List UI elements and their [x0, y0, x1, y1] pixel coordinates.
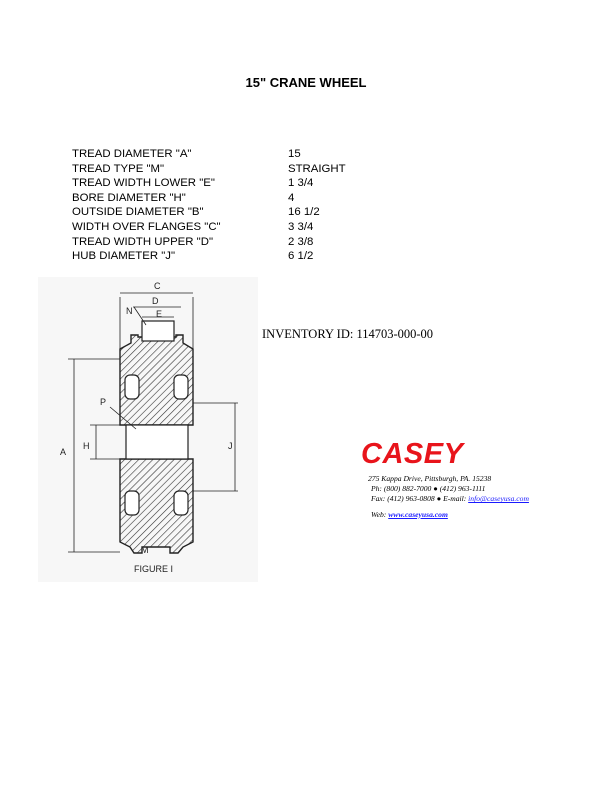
- label-p: P: [100, 397, 107, 407]
- label-j: J: [228, 441, 233, 451]
- email-link[interactable]: info@caseyusa.com: [468, 494, 529, 504]
- spec-value: 2 3/8: [288, 235, 314, 248]
- inventory-id: INVENTORY ID: 114703-000-00: [262, 327, 434, 341]
- label-c: C: [154, 281, 161, 291]
- page-title: 15" CRANE WHEEL: [245, 75, 367, 90]
- spec-label: BORE DIAMETER "H": [72, 191, 186, 204]
- spec-row: [72, 191, 346, 206]
- fax-email-line: [366, 494, 529, 504]
- spec-label: TREAD TYPE "M": [72, 162, 165, 175]
- web-line: [366, 510, 529, 520]
- spec-label: TREAD WIDTH LOWER "E": [72, 177, 215, 190]
- wheel-cross-section-figure: [38, 277, 258, 582]
- spec-row: [72, 220, 346, 235]
- spec-value: 1 3/4: [288, 177, 314, 190]
- label-e: E: [156, 309, 163, 319]
- spec-row: [72, 162, 346, 177]
- spec-row: [72, 235, 346, 250]
- spec-value: 4: [288, 191, 295, 204]
- spec-row: [72, 147, 346, 162]
- figure-caption: FIGURE I: [134, 564, 174, 574]
- spec-row: [72, 176, 346, 191]
- wheel-body: [120, 321, 193, 553]
- fax-label: Fax: (412) 963-0808 ● E-mail:: [371, 494, 469, 504]
- label-m: M: [141, 545, 149, 555]
- spec-label: OUTSIDE DIAMETER "B": [72, 206, 204, 219]
- casey-logo: CASEY: [361, 438, 464, 470]
- address-line: 275 Kappa Drive, Pittsburgh, PA. 15238: [368, 474, 492, 483]
- label-a: A: [60, 447, 67, 457]
- spec-label: WIDTH OVER FLANGES "C": [72, 220, 221, 233]
- spec-label: TREAD DIAMETER "A": [72, 148, 192, 160]
- contact-block: [366, 474, 529, 520]
- spec-label: TREAD WIDTH UPPER "D": [72, 235, 213, 248]
- web-link[interactable]: www.caseyusa.com: [388, 509, 448, 519]
- label-n: N: [126, 306, 133, 316]
- spec-label: HUB DIAMETER "J": [72, 250, 176, 263]
- spec-value: 3 3/4: [288, 220, 314, 233]
- spec-table: [72, 147, 346, 264]
- spec-row: [72, 205, 346, 220]
- spec-value: STRAIGHT: [288, 162, 346, 175]
- spec-value: 16 1/2: [288, 206, 320, 219]
- spec-value: 6 1/2: [288, 250, 314, 263]
- label-h: H: [83, 441, 90, 451]
- label-d: D: [152, 296, 159, 306]
- phone-line: Ph: (800) 882-7000 ● (412) 963-1111: [371, 484, 486, 494]
- spec-row: [72, 249, 346, 264]
- web-label: Web:: [371, 509, 389, 519]
- spec-value: 15: [288, 148, 301, 160]
